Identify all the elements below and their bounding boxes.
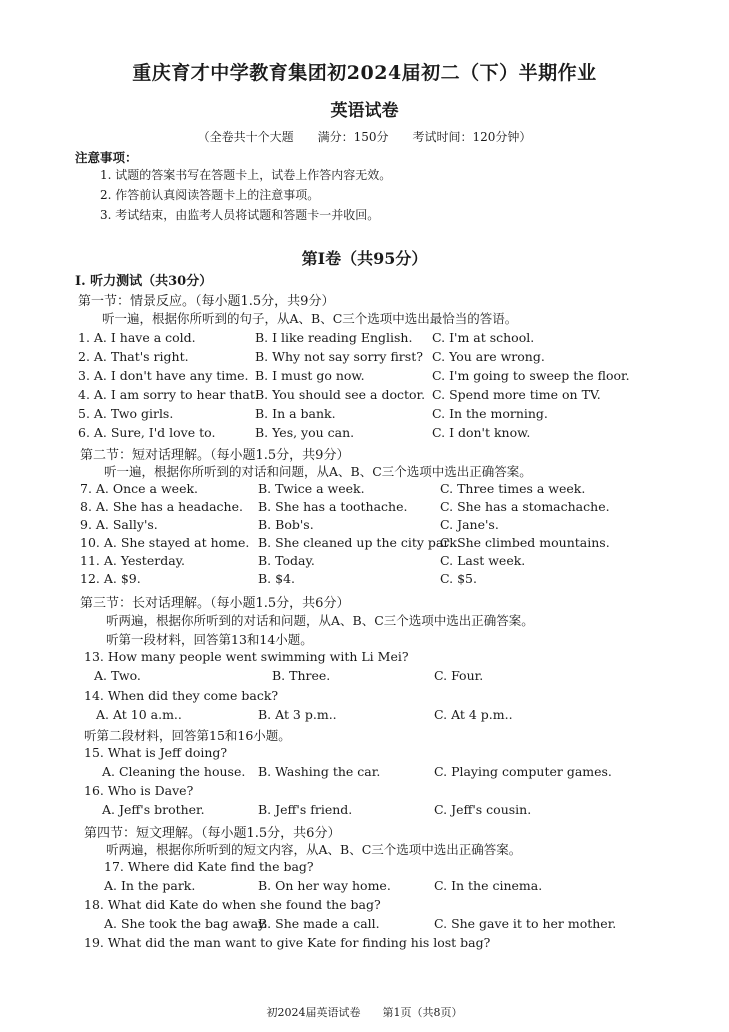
section-1-title: 第一节：情景反应。（每小题1.5分，共9分） xyxy=(78,294,335,309)
option-b: B. I must go now. xyxy=(255,368,365,383)
option-b: B. Twice a week. xyxy=(258,481,365,496)
option-c: C. Spend more time on TV. xyxy=(432,387,601,402)
part-title: 第Ⅰ卷（共95分） xyxy=(301,249,428,268)
material-1-note: 听第一段材料，回答第13和14小题。 xyxy=(106,632,313,647)
option-c: C. I'm going to sweep the floor. xyxy=(432,368,630,383)
option-c: C. Playing computer games. xyxy=(434,764,612,779)
note-item: 1. 试题的答案书写在答题卡上，试卷上作答内容无效。 xyxy=(100,168,392,182)
option-b: B. She made a call. xyxy=(258,916,380,931)
option-b: B. She cleaned up the city park. xyxy=(258,535,461,550)
option-b: B. Jeff's friend. xyxy=(258,802,353,817)
option-c: C. At 4 p.m.. xyxy=(434,707,513,722)
question-stem: 15. What is Jeff doing? xyxy=(84,745,228,760)
option-a: 1. A. I have a cold. xyxy=(78,330,196,345)
option-a: A. In the park. xyxy=(104,878,196,893)
material-2-note: 听第二段材料，回答第15和16小题。 xyxy=(84,728,291,743)
option-a: A. Two. xyxy=(94,668,141,683)
option-c: C. Three times a week. xyxy=(440,481,586,496)
option-b: B. Washing the car. xyxy=(258,764,381,779)
option-a: 6. A. Sure, I'd love to. xyxy=(78,425,216,440)
option-b: B. At 3 p.m.. xyxy=(258,707,337,722)
option-c: C. In the morning. xyxy=(432,406,548,421)
section-4-title: 第四节：短文理解。（每小题1.5分，共6分） xyxy=(84,826,341,841)
option-a: 4. A. I am sorry to hear that. xyxy=(78,387,259,402)
option-c: C. I'm at school. xyxy=(432,330,535,345)
option-b: B. $4. xyxy=(258,571,296,586)
section-2-title: 第二节：短对话理解。（每小题1.5分，共9分） xyxy=(80,448,350,463)
option-c: C. Last week. xyxy=(440,553,526,568)
option-b: B. In a bank. xyxy=(255,406,336,421)
page-footer: 初2024届英语试卷 第1页（共8页） xyxy=(266,1006,463,1019)
question-stem: 18. What did Kate do when she found the bag? xyxy=(84,897,381,912)
option-c: C. Jane's. xyxy=(440,517,499,532)
option-a: 2. A. That's right. xyxy=(78,349,189,364)
section-1-instruction: 听一遍，根据你所听到的句子，从A、B、C三个选项中选出最恰当的答语。 xyxy=(102,311,518,326)
exam-title: 重庆育才中学教育集团初2024届初二（下）半期作业 xyxy=(132,62,597,84)
question-stem: 16. Who is Dave? xyxy=(84,783,194,798)
option-a: A. She took the bag away. xyxy=(104,916,268,931)
option-a: 12. A. $9. xyxy=(80,571,141,586)
option-c: C. In the cinema. xyxy=(434,878,543,893)
listening-section-title: Ⅰ. 听力测试（共30分） xyxy=(75,274,213,289)
section-3-instruction: 听两遍，根据你所听到的对话和问题，从A、B、C三个选项中选出正确答案。 xyxy=(106,613,534,628)
question-stem: 19. What did the man want to give Kate for finding his lost bag? xyxy=(84,935,491,950)
option-b: B. She has a toothache. xyxy=(258,499,408,514)
option-a: A. At 10 a.m.. xyxy=(96,707,182,722)
option-b: B. Bob's. xyxy=(258,517,314,532)
exam-meta: （全卷共十个大题 满分：150分 考试时间：120分钟） xyxy=(197,130,532,144)
option-b: B. Yes, you can. xyxy=(255,425,355,440)
option-a: 11. A. Yesterday. xyxy=(80,553,186,568)
question-stem: 13. How many people went swimming with Li Mei? xyxy=(84,649,409,664)
note-item: 2. 作答前认真阅读答题卡上的注意事项。 xyxy=(100,188,320,202)
option-c: C. She climbed mountains. xyxy=(440,535,610,550)
option-c: C. Jeff's cousin. xyxy=(434,802,532,817)
question-stem: 14. When did they come back? xyxy=(84,688,279,703)
option-c: C. She gave it to her mother. xyxy=(434,916,617,931)
exam-subtitle: 英语试卷 xyxy=(330,101,399,121)
option-a: 9. A. Sally's. xyxy=(80,517,158,532)
option-b: B. Three. xyxy=(272,668,331,683)
option-a: 3. A. I don't have any time. xyxy=(78,368,249,383)
option-b: B. On her way home. xyxy=(258,878,391,893)
option-c: C. $5. xyxy=(440,571,477,586)
notes-heading: 注意事项： xyxy=(75,150,138,165)
option-c: C. Four. xyxy=(434,668,484,683)
option-b: B. I like reading English. xyxy=(255,330,413,345)
option-a: 5. A. Two girls. xyxy=(78,406,174,421)
option-a: A. Jeff's brother. xyxy=(102,802,205,817)
question-stem: 17. Where did Kate find the bag? xyxy=(104,859,314,874)
option-a: 7. A. Once a week. xyxy=(80,481,199,496)
note-item: 3. 考试结束，由监考人员将试题和答题卡一并收回。 xyxy=(100,208,380,222)
option-a: A. Cleaning the house. xyxy=(102,764,246,779)
option-b: B. Why not say sorry first? xyxy=(255,349,423,364)
option-b: B. You should see a doctor. xyxy=(255,387,426,402)
option-a: 10. A. She stayed at home. xyxy=(80,535,250,550)
option-c: C. She has a stomachache. xyxy=(440,499,610,514)
section-4-instruction: 听两遍，根据你所听到的短文内容，从A、B、C三个选项中选出正确答案。 xyxy=(106,842,522,857)
option-a: 8. A. She has a headache. xyxy=(80,499,243,514)
option-b: B. Today. xyxy=(258,553,315,568)
section-2-instruction: 听一遍，根据你所听到的对话和问题，从A、B、C三个选项中选出正确答案。 xyxy=(104,464,532,479)
option-c: C. I don't know. xyxy=(432,425,531,440)
section-3-title: 第三节：长对话理解。（每小题1.5分，共6分） xyxy=(80,596,350,611)
option-c: C. You are wrong. xyxy=(432,349,545,364)
